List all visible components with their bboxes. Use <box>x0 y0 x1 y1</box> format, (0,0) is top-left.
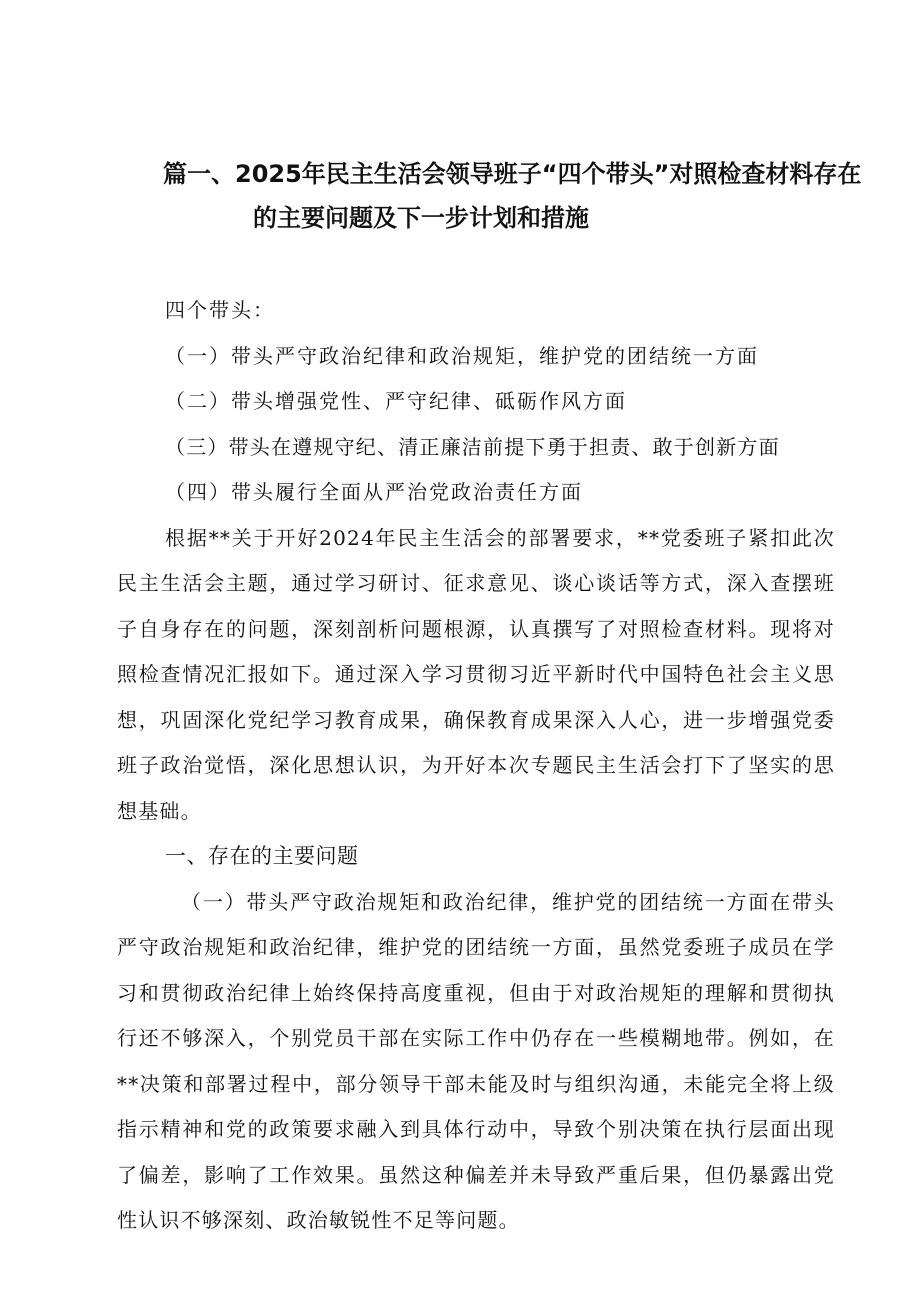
title-line-2: 的主要问题及下一步计划和措施 <box>253 204 589 232</box>
paragraph-section-1: （一）带头严守政治规矩和政治纪律，维护党的团结统一方面在带头严守政治规矩和政治纪律，维护党的团结统一方面，虽然党委班子成员在学习和贯彻政治纪律上始终保持高度重视，但由于对政治规矩的理解和贯彻执行还不够深入，个别党员干部在实际工作中仍存在一些模糊地带。例如，在**决策和部署过程中，部分领导干部未能及时与组织沟通，未能完全将上级指示精神和党的政策要求融入到具体行动中，导致个别决策在执行层面出现了偏差，影响了工作效果。虽然这种偏差并未导致严重后果，但仍暴露出党性认识不够深刻、政治敏锐性不足等问题。 <box>117 889 835 1232</box>
document-title <box>0 152 920 240</box>
title-line-1: 篇一、2025年民主生活会领导班子“四个带头”对照检查材料存在 <box>163 160 862 188</box>
document-body <box>117 288 835 1244</box>
intro-label: 四个带头： <box>165 298 275 322</box>
list-item-2: （二）带头增强党性、严守纪律、砥砺作风方面 <box>165 389 627 413</box>
list-item-3: （三）带头在遵规守纪、清正廉洁前提下勇于担责、敢于创新方面 <box>165 434 780 459</box>
section-heading-1: 一、存在的主要问题 <box>165 844 359 868</box>
list-item-4: （四）带头履行全面从严治党政治责任方面 <box>165 480 583 504</box>
paragraph-intro: 根据**关于开好2024年民主生活会的部署要求，**党委班子紧扣此次民主生活会主题，通过学习研讨、征求意见、谈心谈话等方式，深入查摆班子自身存在的问题，深刻剖析问题根源，认真撰写了对照检查材料。现将对照检查情况汇报如下。通过深入学习贯彻习近平新时代中国特色社会主义思想，巩固深化党纪学习教育成果，确保教育成果深入人心，进一步增强党委班子政治觉悟，深化思想认识，为开好本次专题民主生活会打下了坚实的思想基础。 <box>117 525 835 823</box>
list-item-1: （一）带头严守政治纪律和政治规矩，维护党的团结统一方面 <box>165 343 759 368</box>
